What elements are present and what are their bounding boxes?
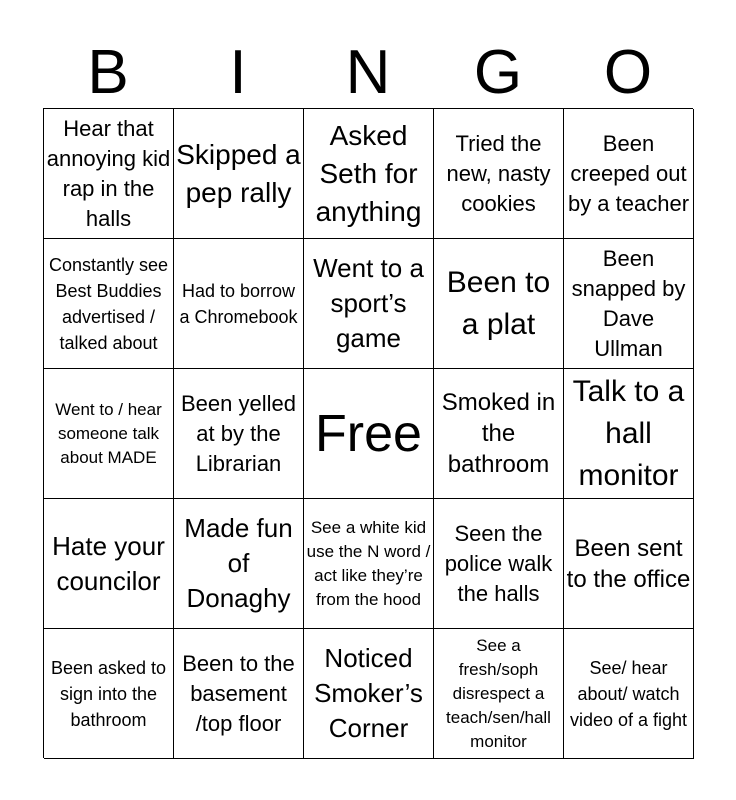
bingo-cell-r5c3[interactable]: Noticed Smoker’s Corner bbox=[304, 629, 434, 759]
bingo-cell-r2c3[interactable]: Went to a sport’s game bbox=[304, 239, 434, 369]
bingo-cell-r2c5[interactable]: Been snapped by Dave Ullman bbox=[564, 239, 694, 369]
bingo-cell-r3c1[interactable]: Went to / hear someone talk about MADE bbox=[44, 369, 174, 499]
bingo-cell-r5c4[interactable]: See a fresh/soph disrespect a teach/sen/hall monitor bbox=[434, 629, 564, 759]
bingo-cell-r4c5[interactable]: Been sent to the office bbox=[564, 499, 694, 629]
bingo-cell-r4c4[interactable]: Seen the police walk the halls bbox=[434, 499, 564, 629]
bingo-cell-r1c2[interactable]: Skipped a pep rally bbox=[174, 109, 304, 239]
bingo-header bbox=[43, 38, 693, 108]
bingo-cell-r3c4[interactable]: Smoked in the bathroom bbox=[434, 369, 564, 499]
header-letter-o: O bbox=[603, 38, 653, 107]
bingo-cell-r1c4[interactable]: Tried the new, nasty cookies bbox=[434, 109, 564, 239]
bingo-cell-r2c1[interactable]: Constantly see Best Buddies advertised / talked about bbox=[44, 239, 174, 369]
bingo-cell-r2c2[interactable]: Had to borrow a Chromebook bbox=[174, 239, 304, 369]
bingo-cell-r3c2[interactable]: Been yelled at by the Librarian bbox=[174, 369, 304, 499]
bingo-cell-r5c5[interactable]: See/ hear about/ watch video of a fight bbox=[564, 629, 694, 759]
bingo-cell-r1c5[interactable]: Been creeped out by a teacher bbox=[564, 109, 694, 239]
bingo-cell-r2c4[interactable]: Been to a plat bbox=[434, 239, 564, 369]
header-letter-b: B bbox=[87, 38, 129, 107]
bingo-cell-r3c5[interactable]: Talk to a hall monitor bbox=[564, 369, 694, 499]
bingo-cell-r1c3[interactable]: Asked Seth for anything bbox=[304, 109, 434, 239]
bingo-cell-r5c1[interactable]: Been asked to sign into the bathroom bbox=[44, 629, 174, 759]
bingo-cell-r4c3[interactable]: See a white kid use the N word / act like they’re from the hood bbox=[304, 499, 434, 629]
header-letter-i: I bbox=[229, 38, 247, 107]
bingo-card-grid bbox=[43, 108, 693, 758]
bingo-cell-r5c2[interactable]: Been to the basement /top floor bbox=[174, 629, 304, 759]
bingo-cell-r4c2[interactable]: Made fun of Donaghy bbox=[174, 499, 304, 629]
header-letter-g: G bbox=[473, 38, 523, 107]
bingo-cell-r1c1[interactable]: Hear that annoying kid rap in the halls bbox=[44, 109, 174, 239]
bingo-cell-free-space[interactable]: Free bbox=[304, 369, 434, 499]
header-letter-n: N bbox=[345, 38, 391, 107]
bingo-cell-r4c1[interactable]: Hate your councilor bbox=[44, 499, 174, 629]
